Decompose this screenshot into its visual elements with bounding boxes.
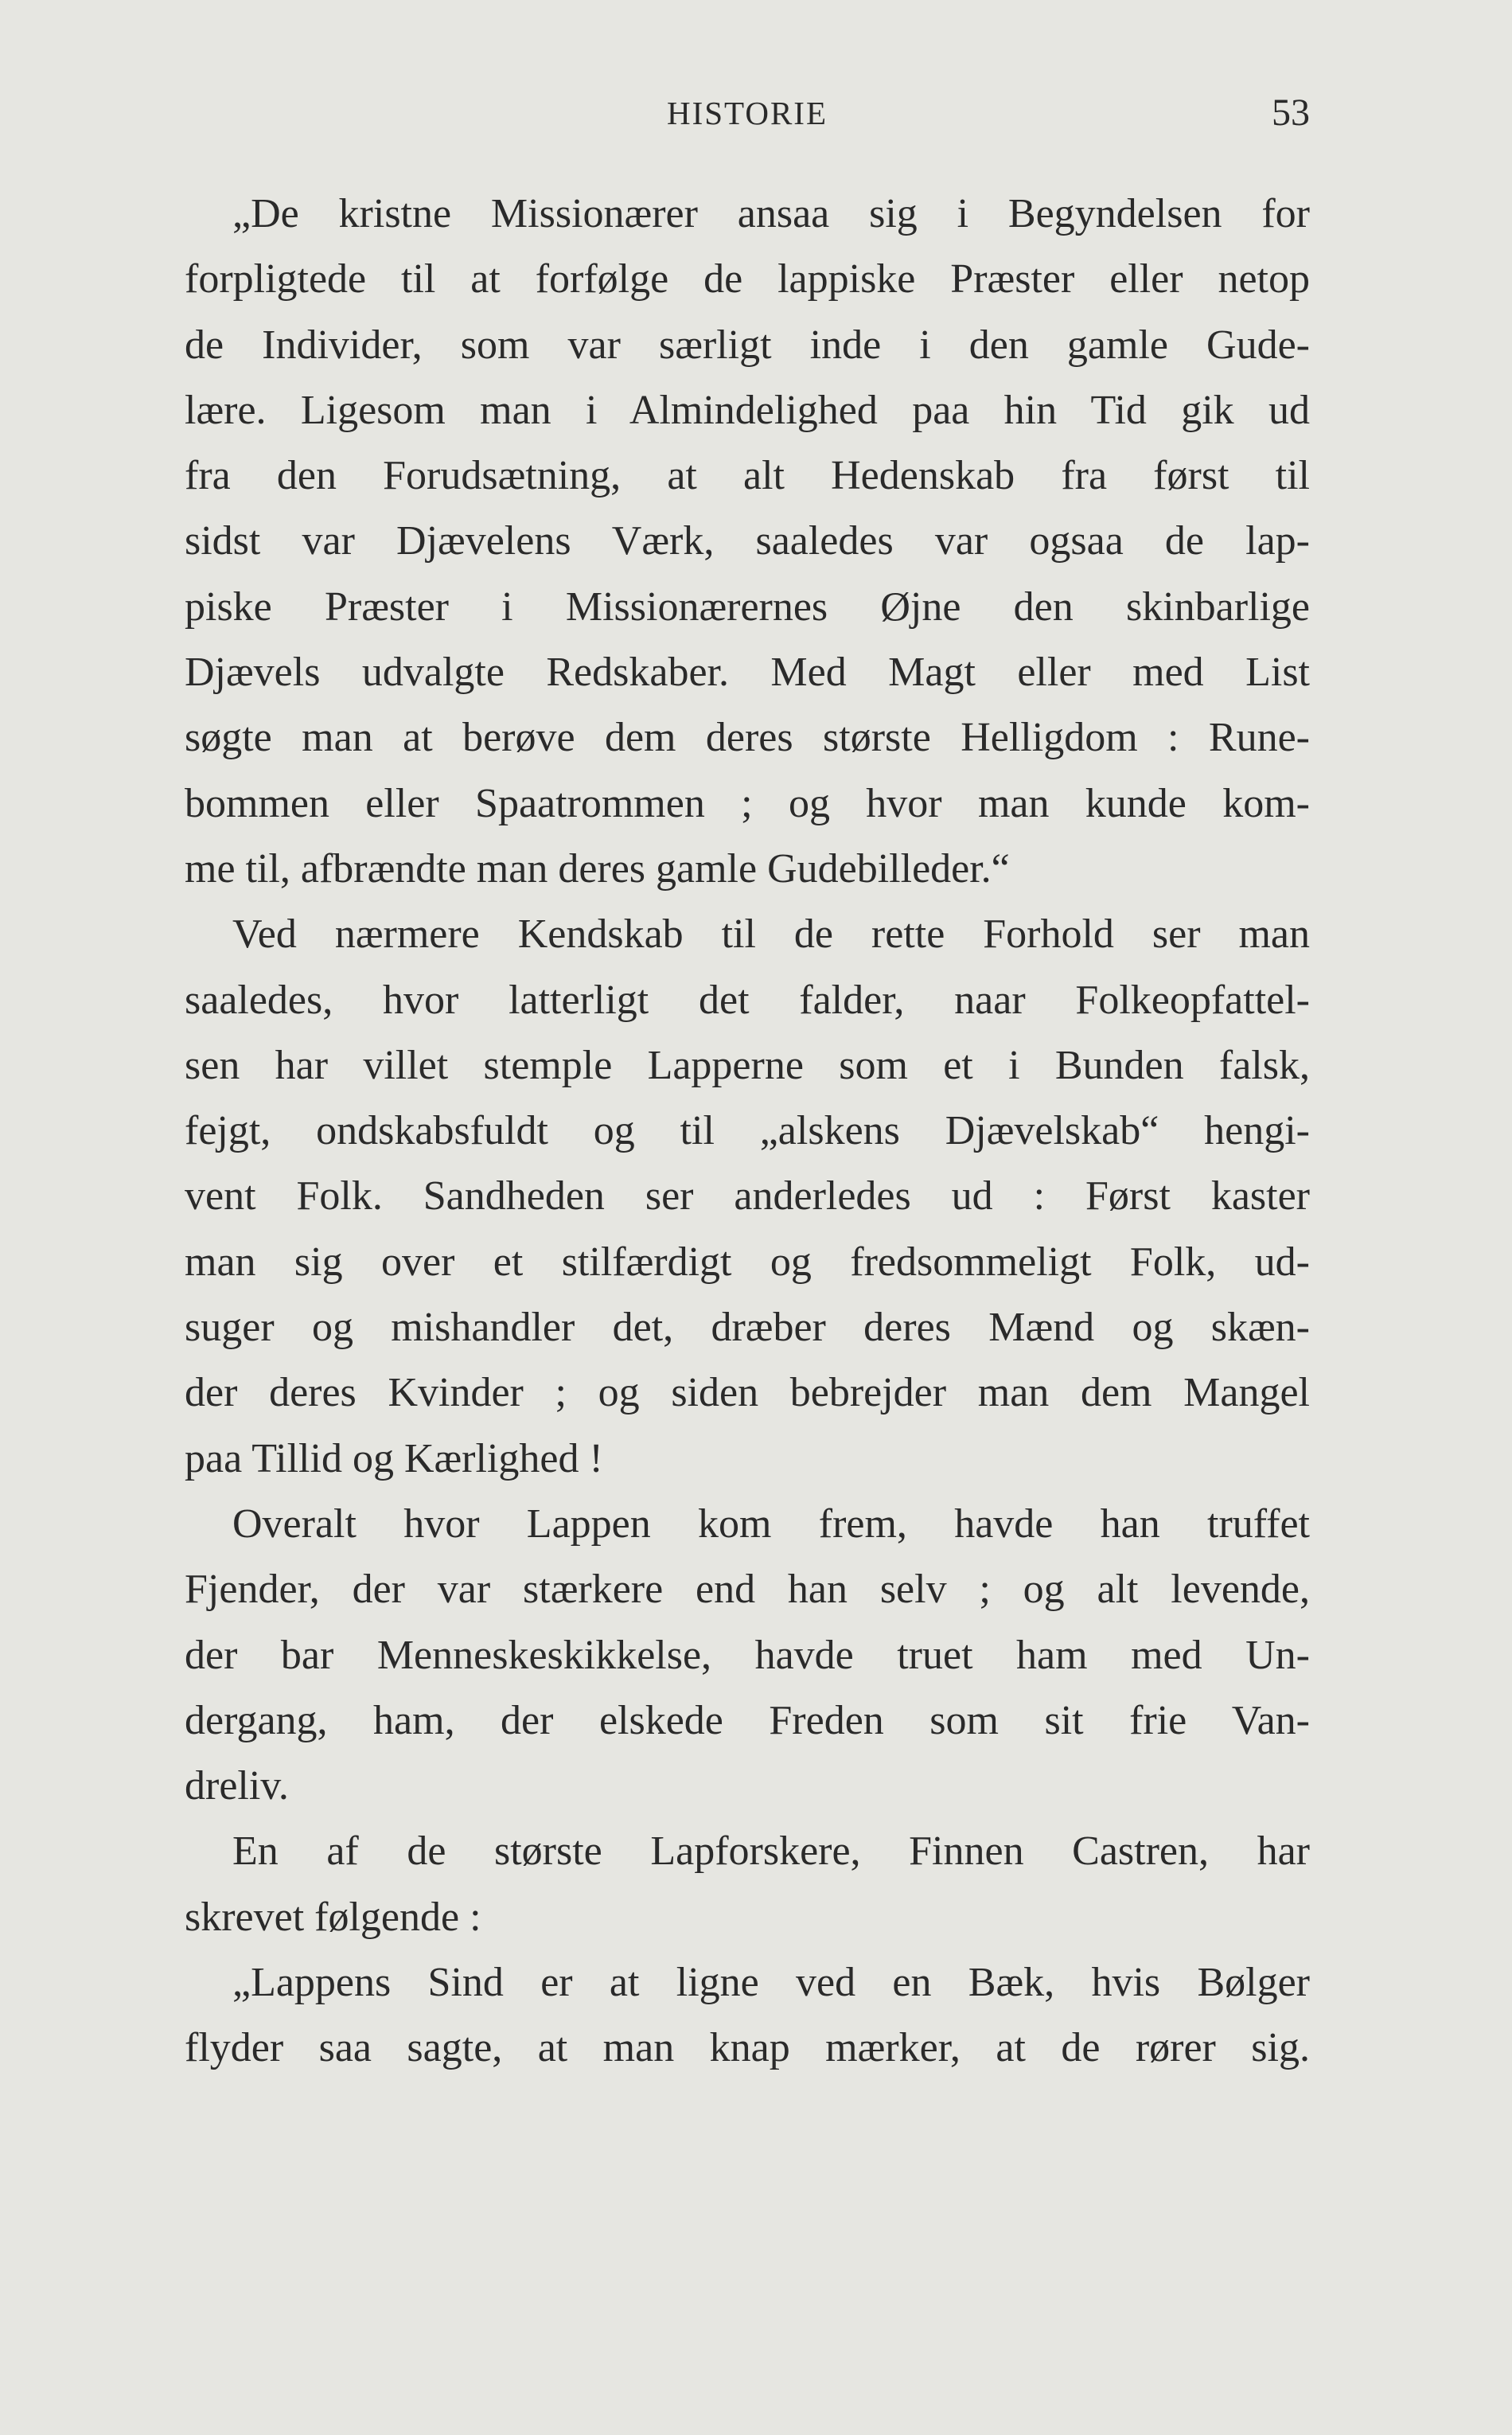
text-line: sidst var Djævelens Værk, saaledes var ogsaa de lap- bbox=[185, 518, 1310, 564]
text-line: skrevet følgende : bbox=[185, 1894, 481, 1940]
running-title: HISTORIE bbox=[666, 95, 828, 131]
text-line: fejgt, ondskabsfuldt og til „alskens Djævelskab“ hengi- bbox=[185, 1108, 1310, 1154]
text-line: dreliv. bbox=[185, 1763, 289, 1809]
text-line: Ved nærmere Kendskab til de rette Forhold ser man bbox=[232, 911, 1310, 958]
text-line: fra den Forudsætning, at alt Hedenskab fra først til bbox=[185, 453, 1310, 499]
text-line: piske Præster i Missionærernes Øjne den skinbarlige bbox=[185, 583, 1310, 630]
text-line: paa Tillid og Kærlighed ! bbox=[185, 1435, 603, 1481]
text-line: „Lappens Sind er at ligne ved en Bæk, hvis Bølger bbox=[232, 1960, 1310, 2006]
text-line: forpligtede til at forfølge de lappiske Præster eller netop bbox=[185, 256, 1310, 302]
text-line: dergang, ham, der elskede Freden som sit frie Van- bbox=[185, 1697, 1310, 1743]
running-head bbox=[185, 89, 1310, 137]
body-text bbox=[185, 181, 1310, 2082]
text-line: Overalt hvor Lappen kom frem, havde han truffet bbox=[232, 1500, 1310, 1547]
text-line: lære. Ligesom man i Almindelighed paa hin Tid gik ud bbox=[185, 387, 1310, 433]
text-line: der deres Kvinder ; og siden bebrejder man dem Mangel bbox=[185, 1370, 1310, 1416]
text-line: bommen eller Spaatrommen ; og hvor man kunde kom- bbox=[185, 780, 1310, 826]
text-line: vent Folk. Sandheden ser anderledes ud : Først kaster bbox=[185, 1173, 1310, 1219]
text-line: sen har villet stemple Lapperne som et i Bunden falsk, bbox=[185, 1042, 1310, 1088]
text-line: saaledes, hvor latterligt det falder, naar Folkeopfattel- bbox=[185, 977, 1310, 1023]
text-line: Djævels udvalgte Redskaber. Med Magt eller med List bbox=[185, 650, 1310, 696]
text-line: „De kristne Missionærer ansaa sig i Begyndelsen for bbox=[232, 191, 1310, 236]
text-line: de Individer, som var særligt inde i den gamle Gude- bbox=[185, 322, 1310, 368]
text-line: søgte man at berøve dem deres største Helligdom : Rune- bbox=[185, 715, 1310, 761]
page-number: 53 bbox=[1272, 92, 1310, 134]
text-line: flyder saa sagte, at man knap mærker, at de rører sig. bbox=[185, 2025, 1310, 2071]
text-line: En af de største Lapforskere, Finnen Castren, har bbox=[232, 1828, 1310, 1875]
text-line: man sig over et stilfærdigt og fredsommeligt Folk, ud- bbox=[185, 1239, 1310, 1285]
text-line: der bar Menneskeskikkelse, havde truet ham med Un- bbox=[185, 1632, 1310, 1678]
text-line: suger og mishandler det, dræber deres Mænd og skæn- bbox=[185, 1305, 1310, 1351]
text-line: Fjender, der var stærkere end han selv ; og alt levende, bbox=[185, 1567, 1310, 1613]
text-line: me til, afbrændte man deres gamle Gudebilleder.“ bbox=[185, 845, 1010, 892]
